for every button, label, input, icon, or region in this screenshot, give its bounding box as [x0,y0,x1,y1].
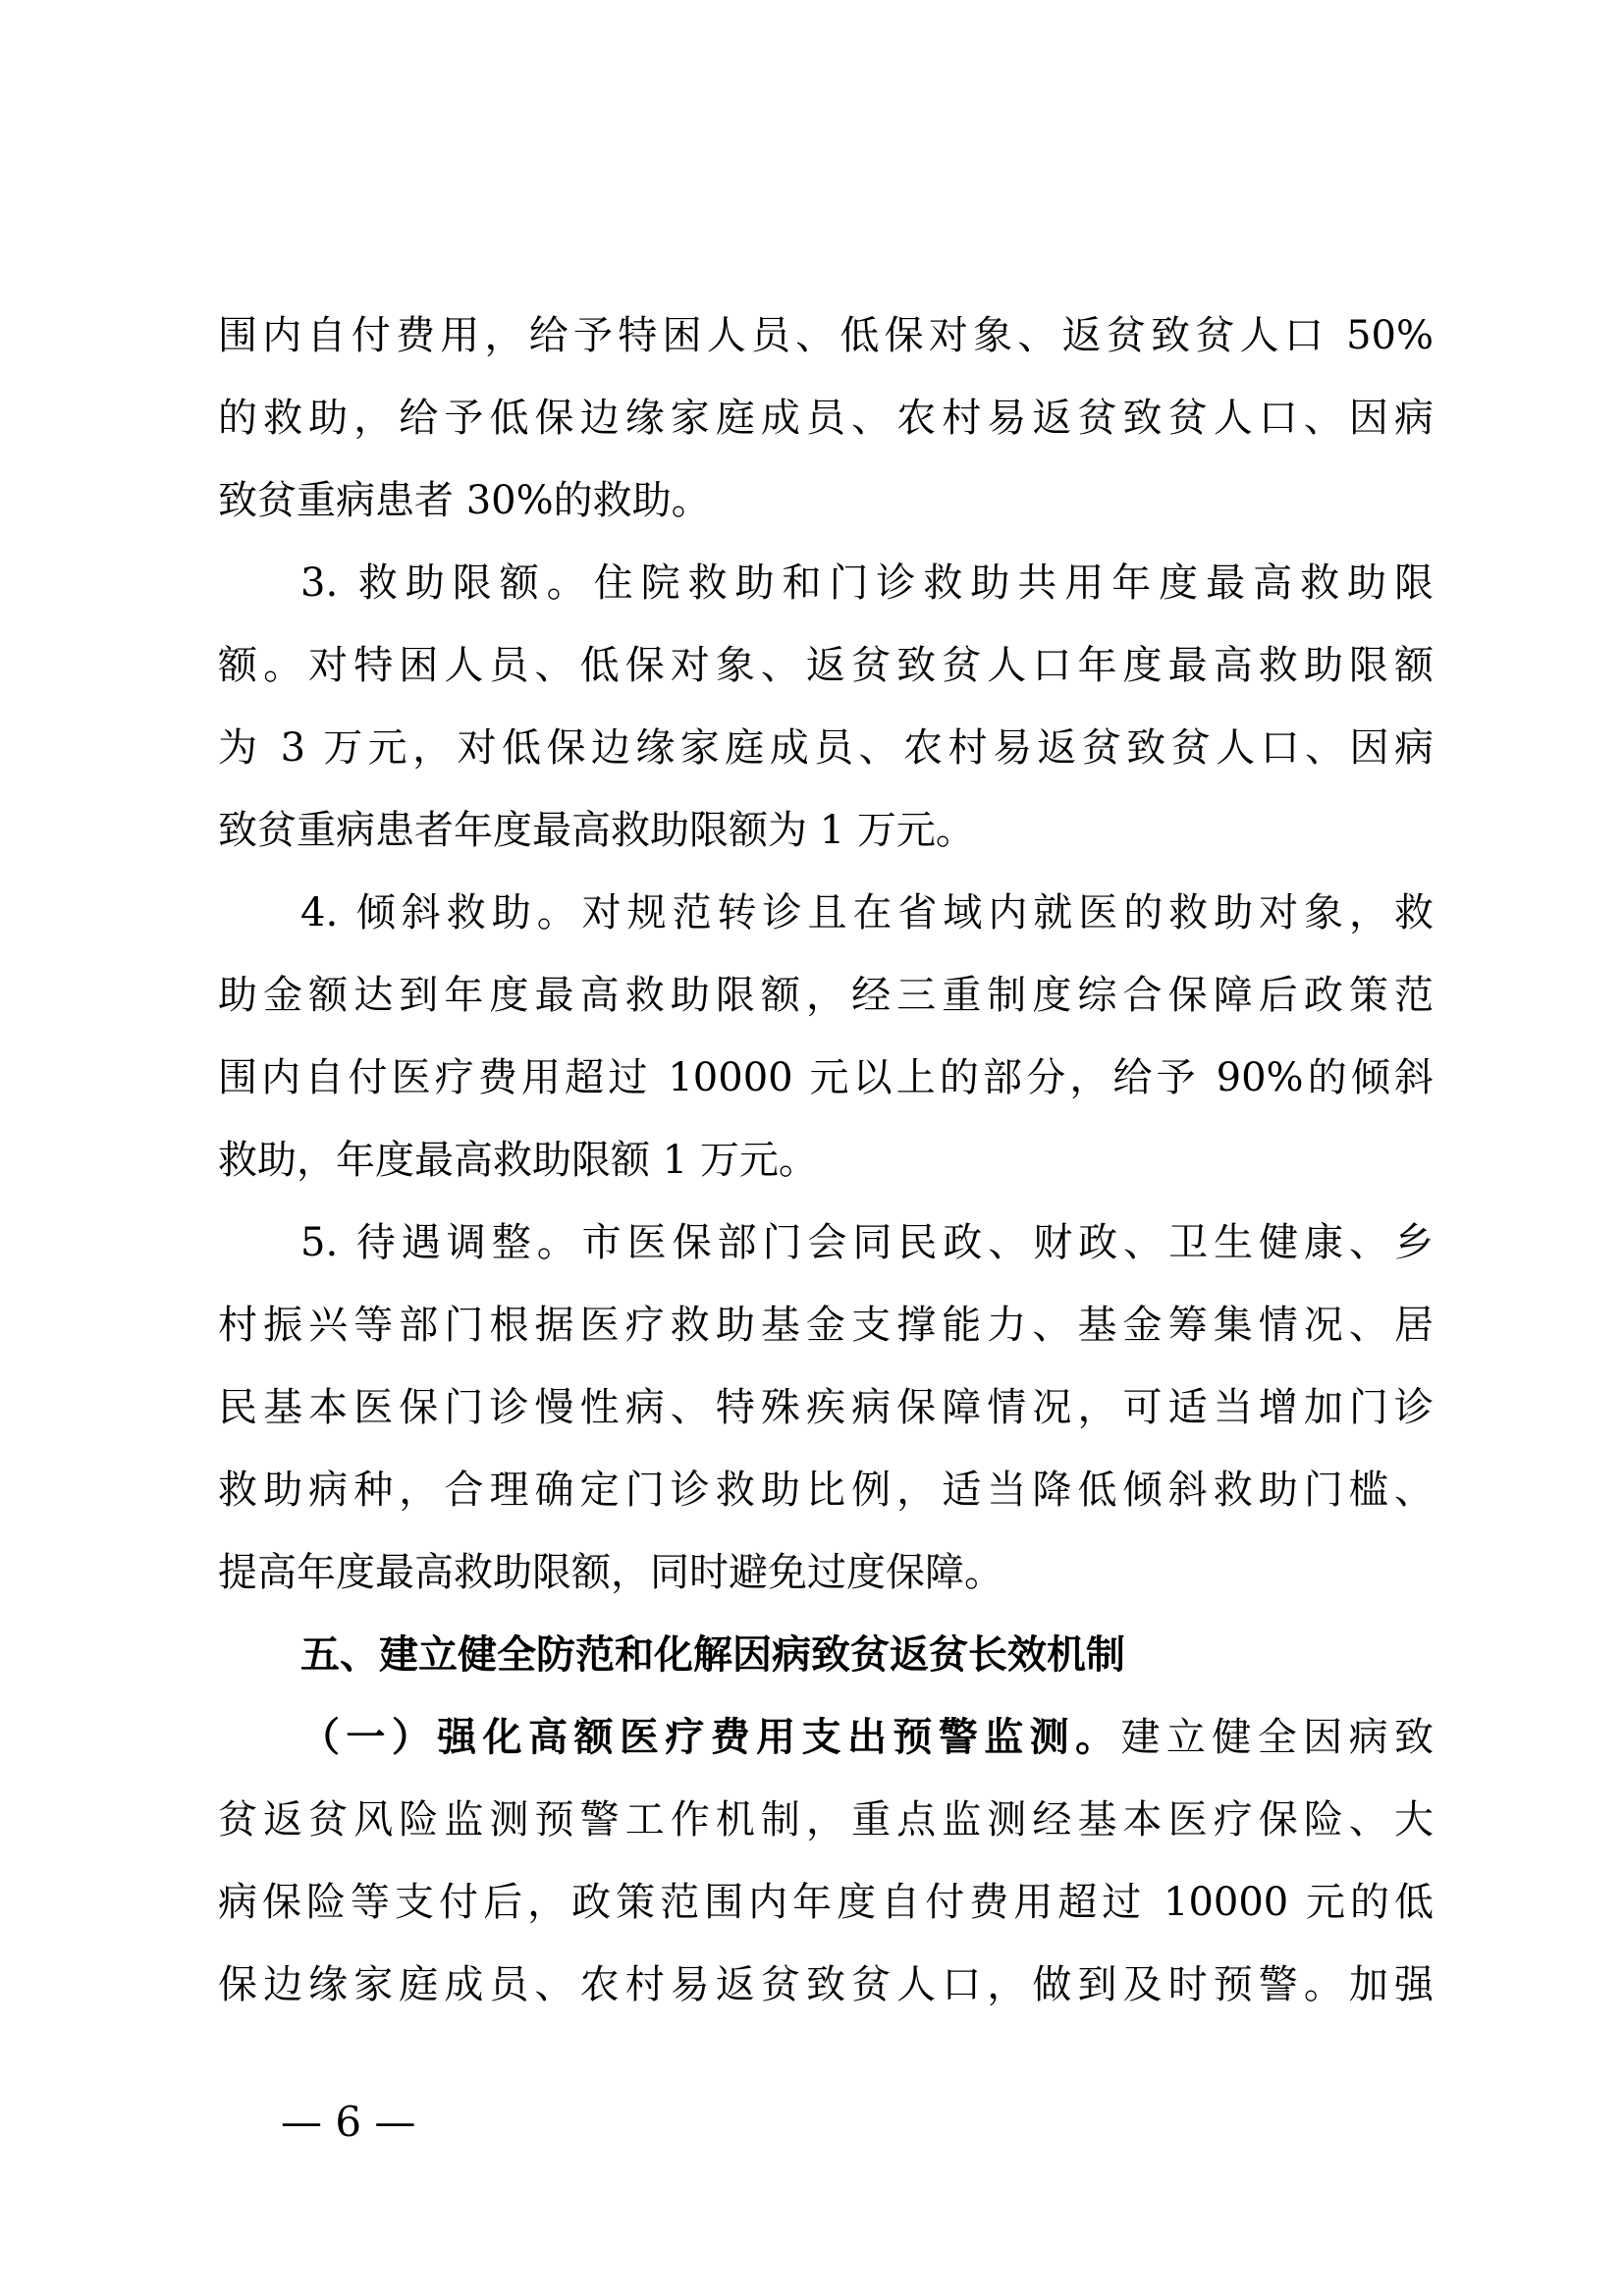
text-line: 民基本医保门诊慢性病、特殊疾病保障情况，可适当增加门诊 [218,1385,1434,1430]
text-line: 村振兴等部门根据医疗救助基金支撑能力、基金筹集情况、居 [218,1303,1434,1348]
paragraph-benefit-adjustment: 5. 待遇调整。市医保部门会同民政、财政、卫生健康、乡 [300,1220,1434,1265]
sub-heading-rest: 建立健全因病致 [1120,1715,1434,1760]
text-line: 救助，年度最高救助限额 1 万元。 [218,1138,818,1183]
sub-heading-lead: （一）强化高额医疗费用支出预警监测。 [300,1714,1121,1760]
text-line: 的救助，给予低保边缘家庭成员、农村易返贫致贫人口、因病 [218,396,1434,441]
text-line: 围内自付医疗费用超过 10000 元以上的部分，给予 90%的倾斜 [218,1055,1434,1100]
text-line: 助金额达到年度最高救助限额，经三重制度综合保障后政策范 [218,973,1434,1018]
sub-heading-line [300,1708,1434,1767]
paragraph-tilted-relief: 4. 倾斜救助。对规范转诊且在省域内就医的救助对象，救 [300,890,1434,935]
text-line: 围内自付费用，给予特困人员、低保对象、返贫致贫人口 50% [218,313,1434,358]
text-line: 为 3 万元，对低保边缘家庭成员、农村易返贫致贫人口、因病 [218,725,1434,771]
text-line: 提高年度最高救助限额，同时避免过度保障。 [218,1550,1003,1595]
text-line: 致贫重病患者 30%的救助。 [218,478,711,523]
text-line: 保边缘家庭成员、农村易返贫致贫人口，做到及时预警。加强 [218,1962,1434,2007]
page-number: — 6 — [281,2098,416,2146]
text-line: 致贫重病患者年度最高救助限额为 1 万元。 [218,808,975,853]
text-line: 额。对特困人员、低保对象、返贫致贫人口年度最高救助限额 [218,643,1434,688]
text-line: 病保险等支付后，政策范围内年度自付费用超过 10000 元的低 [218,1880,1434,1925]
text-line: 救助病种，合理确定门诊救助比例，适当降低倾斜救助门槛、 [218,1468,1434,1513]
section-heading: 五、建立健全防范和化解因病致贫返贫长效机制 [300,1632,1125,1678]
paragraph-relief-limit: 3. 救助限额。住院救助和门诊救助共用年度最高救助限 [300,561,1434,606]
text-line: 贫返贫风险监测预警工作机制，重点监测经基本医疗保险、大 [218,1797,1434,1842]
